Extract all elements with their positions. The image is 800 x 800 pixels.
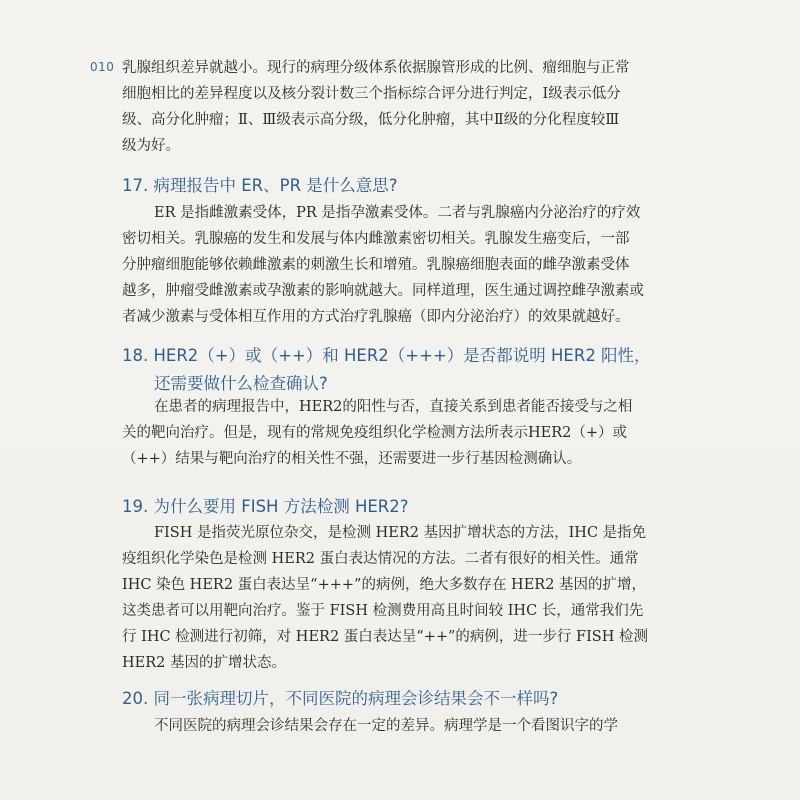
paragraph-line: 关的靶向治疗。但是，现有的常规免疫组织化学检测方法所表示HER2（+）或 (122, 425, 628, 441)
paragraph-line: 行 IHC 检测进行初筛，对 HER2 蛋白表达呈“++”的病例，进一步行 FISH 检测 (122, 629, 648, 645)
paragraph-line: 在患者的病理报告中，HER2的阳性与否，直接关系到患者能否接受与之相 (154, 399, 633, 415)
question-18-heading (122, 342, 722, 398)
heading-line: 还需要做什么检查确认? (154, 374, 328, 393)
paragraph-line: 级为好。 (122, 138, 180, 154)
paragraph-line: 分肿瘤细胞能够依赖雌激素的刺激生长和增殖。乳腺癌细胞表面的雌孕激素受体 (122, 257, 630, 273)
question-18-answer (122, 394, 682, 472)
question-19-answer (122, 520, 682, 676)
paragraph-line: 者减少激素与受体相互作用的方式治疗乳腺癌（即内分泌治疗）的效果就越好。 (122, 309, 630, 325)
heading-line: 19. 为什么要用 FISH 方法检测 HER2? (122, 497, 409, 516)
question-17-heading (122, 172, 722, 200)
question-20-answer (122, 713, 682, 739)
question-20-heading (122, 685, 722, 713)
question-17-answer (122, 200, 682, 330)
heading-line: 20. 同一张病理切片，不同医院的病理会诊结果会不一样吗? (122, 689, 559, 708)
paragraph-line: 乳腺组织差异就越小。现行的病理分级体系依据腺管形成的比例、瘤细胞与正常 (122, 60, 630, 76)
paragraph-line: 这类患者可以用靶向治疗。鉴于 FISH 检测费用高且时间较 IHC 长，通常我们先 (122, 603, 644, 619)
paragraph-line: 级、高分化肿瘤；Ⅱ、Ⅲ级表示高分级，低分化肿瘤，其中Ⅱ级的分化程度较Ⅲ (122, 112, 620, 128)
question-19-heading (122, 493, 722, 521)
page-number: 010 (90, 60, 115, 74)
paragraph-line: （++）结果与靶向治疗的相关性不强，还需要进一步行基因检测确认。 (122, 451, 582, 467)
paragraph-line: FISH 是指荧光原位杂交，是检测 HER2 基因扩增状态的方法，IHC 是指免 (154, 525, 647, 541)
paragraph-line: 细胞相比的差异程度以及核分裂计数三个指标综合评分进行判定，Ⅰ级表示低分 (122, 86, 621, 102)
paragraph-line: ER 是指雌激素受体，PR 是指孕激素受体。二者与乳腺癌内分泌治疗的疗效 (154, 205, 641, 221)
paragraph-line: 密切相关。乳腺癌的发生和发展与体内雌激素密切相关。乳腺发生癌变后，一部 (122, 231, 630, 247)
heading-line: 18. HER2（+）或（++）和 HER2（+++）是否都说明 HER2 阳性， (122, 346, 651, 365)
paragraph-line: IHC 染色 HER2 蛋白表达呈“+++”的病例，绝大多数存在 HER2 基因的扩增， (122, 577, 647, 593)
paragraph-line: HER2 基因的扩增状态。 (122, 655, 286, 671)
heading-line: 17. 病理报告中 ER、PR 是什么意思? (122, 176, 398, 195)
intro-paragraph (122, 55, 682, 159)
paragraph-line: 不同医院的病理会诊结果会存在一定的差异。病理学是一个看图识字的学 (154, 718, 618, 734)
paragraph-line: 疫组织化学染色是检测 HER2 蛋白表达情况的方法。二者有很好的相关性。通常 (122, 551, 639, 567)
paragraph-line: 越多，肿瘤受雌激素或孕激素的影响就越大。同样道理，医生通过调控雌孕激素或 (122, 283, 644, 299)
